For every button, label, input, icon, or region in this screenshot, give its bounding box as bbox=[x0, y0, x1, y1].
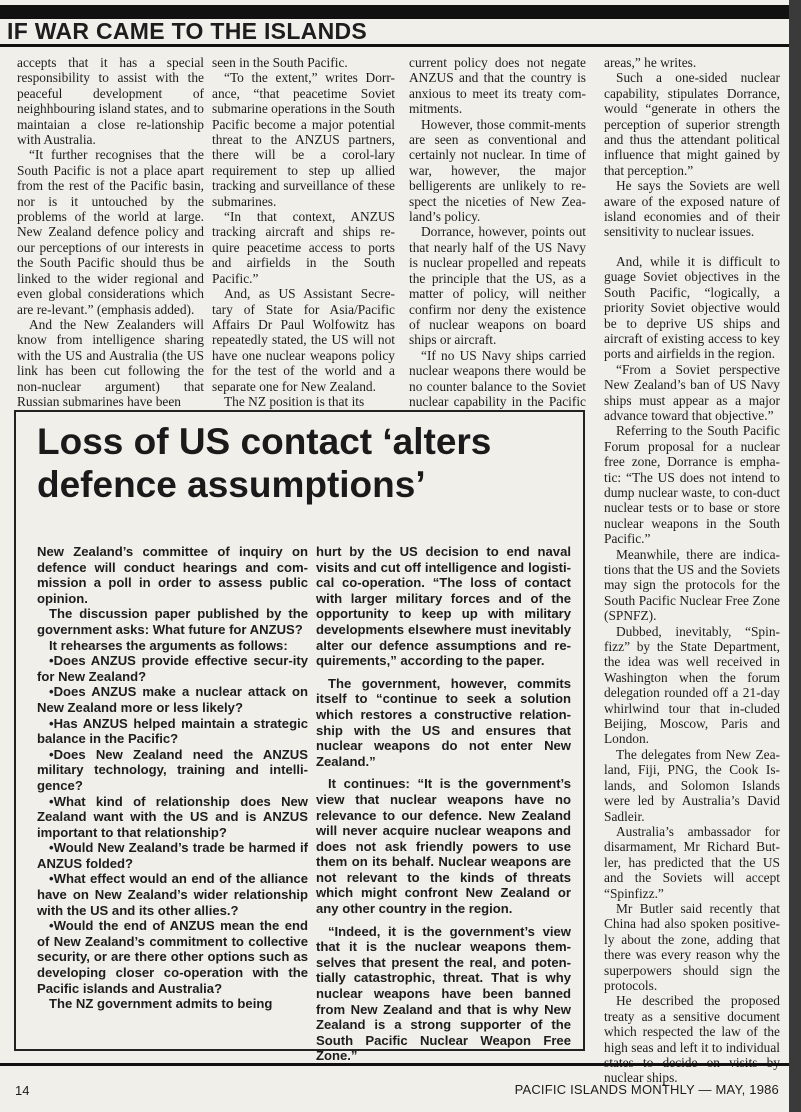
sidebar-bullet: •What kind of relationship does New Zealand want with the US and is ANZUS important to that relationship? bbox=[37, 793, 308, 840]
paragraph-quote bbox=[17, 147, 204, 316]
paragraph: Mr Butler said recently that China had also spoken positive-ly about the zone, adding that there was every reason why the superpowers should sign the protocols. bbox=[604, 900, 780, 993]
footer-credit: PACIFIC ISLANDS MONTHLY — MAY, 1986 bbox=[514, 1082, 779, 1097]
sidebar-bullet: •Does ANZUS provide effective secur-ity for New Zealand? bbox=[37, 653, 308, 684]
header-rule-top bbox=[0, 5, 801, 19]
sidebar-paragraph: It continues: “It is the government’s view that nuclear weapons have no relevance to our defence. New Zealand will never acquire nuclear weapons and does not ask friendly powers to use them on its behalf. Nuclear weapons are not relevant to the kinds of threats which might confront New Zealand or any other country in the region. bbox=[316, 776, 571, 917]
paragraph: Such a one-sided nuclear capability, stipulates Dorrance, would “generate in others the perception of superior strength and thus the attendant political influence that might gained by that perception.” bbox=[604, 70, 780, 178]
sidebar-bullet: •What effect would an end of the alliance have on New Zealand’s wider relationship with the US and its other allies.? bbox=[37, 871, 308, 918]
paragraph: Australia’s ambassador for disarmament, Mr Richard But-ler, has predicted that the US and the Soviets will accept “Spinfizz.” bbox=[604, 823, 780, 901]
sidebar-column-1 bbox=[37, 544, 308, 1012]
paragraph: Dorrance, however, points out that nearly half of the US Navy is nuclear propelled and repeats the principle that the US, as a matter of policy, will neither confirm nor deny the existence of nuclear weapons on board ships or aircraft. bbox=[409, 224, 586, 348]
sidebar-bullet: •Would New Zealand’s trade be harmed if ANZUS folded? bbox=[37, 840, 308, 871]
paragraph: The NZ position is that its bbox=[224, 393, 365, 409]
paragraph: “In that context, ANZUS tracking aircraft and ships re-quire peacetime access to ports and airfields in the South Pacific.” bbox=[212, 209, 395, 286]
paragraph: The delegates from New Zea-land, Fiji, PNG, the Cook Is-lands, and Solomon Islands were led by Australia’s David Sadleir. bbox=[604, 746, 780, 824]
sidebar-box bbox=[14, 410, 585, 1064]
paragraph: “To the extent,” writes Dorr-ance, “that peacetime Soviet submarine operations in the South Pacific become a major potential threat to the ANZUS partners, there will be a corol-lary requirement to step up allied tracking and surveillance of these submarines. bbox=[212, 70, 395, 209]
sidebar-paragraph: The NZ government admits to being bbox=[49, 996, 273, 1012]
paragraph: “If no US Navy ships carried nuclear weapons there would be no counter balance to the Soviet nuclear capability in the Pacific bbox=[409, 347, 586, 409]
paragraph: “From a Soviet perspective New Zealand’s ban of US Navy ships must appear as a major advance toward that objective.” bbox=[604, 361, 780, 423]
paragraph: Meanwhile, there are indica-tions that the US and the Soviets may sign the protocols for the South Pacific Nuclear Free Zone (SPNFZ). bbox=[604, 546, 780, 624]
paragraph: areas,” he writes. bbox=[604, 55, 697, 70]
article-column-1 bbox=[17, 55, 204, 409]
paragraph: And, while it is difficult to guage Soviet objectives in the South Pacific, “logically, a priority Soviet objective would be to deprive US ships and aircraft of existing access to key ports and airfields in the region. bbox=[604, 253, 780, 362]
sidebar-headline: Loss of US contact ‘alters defence assumptions’ bbox=[37, 421, 492, 505]
quote-text: “It further recognises that the South Pacific is not a place apart from the rest of the Pacific basin, nor is it untouched by the problems of the world at large. New Zealand defence policy and our perceptions of our interests in the South Pacific should thus be linked to the wider regional and even global considerations which are re-levant.” (emphasis added). bbox=[17, 147, 204, 317]
paragraph: current policy does not negate ANZUS and that the country is anxious to meet its treaty com-mitments. bbox=[409, 55, 586, 117]
paragraph: Dubbed, inevitably, “Spin-fizz” by the State Department, the idea was well received in Washington when the forum delegation rounded off a 21-day whirlwind tour that in-cluded Beijing, Moscow, Paris and London. bbox=[604, 623, 780, 747]
sidebar-bullet: •Has ANZUS helped maintain a strategic balance in the Pacific? bbox=[37, 715, 308, 747]
paragraph: seen in the South Pacific. bbox=[212, 55, 348, 70]
page-number: 14 bbox=[15, 1083, 30, 1098]
paragraph: And, as US Assistant Secre-tary of State for Asia/Pacific Affairs Dr Paul Wolfowitz has repeatedly stated, the US will not have one nuclear weapons policy for the test of the world and a separate one for New Zealand. bbox=[212, 286, 395, 394]
section-title: IF WAR CAME TO THE ISLANDS bbox=[7, 18, 368, 44]
article-column-2 bbox=[212, 55, 395, 409]
article-column-3 bbox=[409, 55, 586, 425]
section-header bbox=[0, 0, 801, 50]
paragraph: However, those commit-ments are seen as conventional and certainly not nuclear. In time of war, however, the major belligerents are unlikely to re-spect the niceties of New Zea-land’s policy. bbox=[409, 116, 586, 225]
sidebar-paragraph: hurt by the US decision to end naval visits and cut off intelligence and logisti-cal co-operation. “The loss of contact with larger military forces and of the opportunity to keep up with military developments elsewhere must inevitably alter our defence assumptions and re-quirements,” according to the paper. bbox=[316, 544, 571, 669]
sidebar-paragraph: The government, however, commits itself to “continue to seek a solution which restores a constructive relation-ship with the US and ensures that nuclear weapons do not enter New Zealand.” bbox=[316, 675, 571, 769]
paragraph: He says the Soviets are well aware of the exposed nature of island economies and of their sensitivity to nuclear issues. bbox=[604, 178, 780, 240]
footer-rule bbox=[0, 1063, 801, 1066]
sidebar-bullet: •Would the end of ANZUS mean the end of New Zealand’s commitment to collective security, or are there other options such as developing closer co-operation with the Pacific islands and Australia? bbox=[37, 918, 308, 996]
article-column-4 bbox=[604, 55, 780, 1086]
sidebar-paragraph: “Indeed, it is the government’s view that it is the nuclear weapons them-selves that present the real, and poten-tially catastrophic, threat. That is why nuclear weapons have been banned from New Zealand and that is why New Zealand is a strong supporter of the South Pacific Nuclear Weapon Free Zone.” bbox=[316, 923, 571, 1064]
sidebar-paragraph: The discussion paper published by the government asks: What future for ANZUS? bbox=[37, 606, 308, 637]
sidebar-paragraph: New Zealand’s committee of inquiry on defence will conduct hearings and com-mission a poll in order to assess public opinion. bbox=[37, 544, 308, 606]
paragraph: And the New Zealanders will know from intelligence sharing with the US and Australia (the US link has been cut following the non-nuclear argument) that Russian submarines have been bbox=[17, 316, 204, 409]
sidebar-bullet: •Does ANZUS make a nuclear attack on New Zealand more or less likely? bbox=[37, 684, 308, 715]
header-rule-bottom bbox=[0, 44, 801, 47]
sidebar-bullet: •Does New Zealand need the ANZUS military technology, training and intelli-gence? bbox=[37, 746, 308, 793]
paragraph: He described the proposed treaty as a sensitive document which respected the law of the high seas and left it to individual nuclear ships. bbox=[604, 993, 780, 1086]
paragraph: Referring to the South Pacific Forum proposal for a nuclear free zone, Dorrance is empha-tic: “The US does not intend to dump nuclear waste, to con-duct nuclear tests or to base or store nuclear weapons in the South Pacific.” bbox=[604, 423, 780, 547]
paragraph: accepts that it has a special responsibility to assist with the peaceful development of neighhbouring island states, and to maintaian a close re-lationship with Australia. bbox=[17, 55, 204, 148]
sidebar-column-2 bbox=[316, 544, 571, 1064]
sidebar-paragraph: It rehearses the arguments as follows: bbox=[49, 637, 288, 653]
page-edge-shadow bbox=[789, 0, 801, 1112]
